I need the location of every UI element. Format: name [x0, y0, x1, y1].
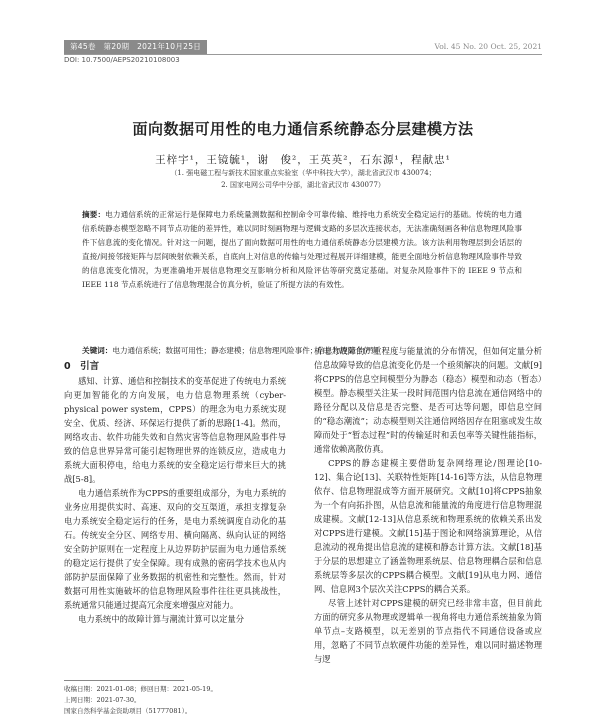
right-column [314, 344, 542, 666]
abstract-label: 摘要： [82, 210, 106, 219]
issue-en: Vol. 45 No. 20 Oct. 25, 2021 [434, 42, 542, 51]
body-paragraph: 感知、计算、通信和控制技术的变革促进了传统电力系统向更加智能化的方向发展，电力信息物理系统（cyber-physical power system，CPPS）的理念为电力系统实现安全、优质、经济、环保运行提供了新的思路[1-4]。然而，网络攻击、软件功能失效和自然灾害等信息物理风险事件导致的信息世界异常可能引起物理世界的连锁反应，造成电力系统大面积停电，给电力系统的安全稳定运行带来巨大的挑战[5-8]。 [64, 376, 286, 484]
footnote-received: 收稿日期：2021-01-08；修回日期：2021-05-19。 [64, 685, 217, 693]
affiliation-2: 2. 国家电网公司华中分部，湖北省武汉市 430077） [221, 181, 385, 189]
keywords-text: 电力通信系统；数据可用性；静态建模；信息物理风险事件；信息物理混合仿真 [112, 346, 379, 355]
affiliation-1: （1. 强电磁工程与新技术国家重点实验室（华中科技大学），湖北省武汉市 430074； [170, 169, 436, 177]
author-list: 王梓宇¹，王镜毓¹，谢 俊²，王英英²，石东源¹，程献忠¹ [155, 154, 451, 166]
body-paragraph: 电力通信系统作为CPPS的重要组成部分，为电力系统的业务应用提供实时、高速、双向的交互渠道，承担支撑复杂电力系统安全稳定运行的任务，是电力系统调度自动化的基石。传统安全分区、网络专用、横向隔离、纵向认证的网络安全防护原则在一定程度上从边界防护层面为电力通信系统的稳定运行提供了安全保障。现有成熟的密码学技术也从内部防护层面保障了业务数据的机密性和完整性。然而，针对数据可用性实施破坏的信息物理风险事件往往更具挑战性，系统通常只能通过提高冗余度来增强应对能力。 [64, 488, 286, 610]
section-heading: 0 引言 [64, 361, 100, 372]
body-paragraph: 析电力故障的严重程度与能量流的分布情况，但如何定量分析信息故障导致的信息流变化仍是一个亟须解决的问题。文献[9]将CPPS的信息空间模型分为静态（稳态）模型和动态（暂态）模型。静态模型关注某一段时间范围内信息流在通信网络中的路径分配以及信息是否完整、是否可达等问题，即信息空间的“稳态潮流”；动态模型则关注通信网络因存在阻塞或发生故障而处于“暂态过程”时的传输延时和丢包率等关键性能指标，通常依赖离散仿真。 [314, 346, 542, 454]
body-paragraph: 尽管上述针对CPPS建模的研究已经非常丰富，但目前此方面的研究多从物理或逻辑单一视角将电力通信系统抽象为简单节点–支路模型，以无差别的节点指代不同通信设备或应用，忽略了不同节点软硬件功能的差异性，难以同时描述物理与逻 [314, 598, 542, 664]
header-rule [64, 54, 542, 55]
abstract-text: 电力通信系统的正常运行是保障电力系统量测数据和控制命令可靠传输、维持电力系统安全稳定运行的基础。传统的电力通信系统静态模型忽略不同节点功能的差异性，难以同时刻画物理与逻辑支路的多层次连接状态，无法准确刻画各种信息物理风险事件下信息流的变化情况。针对这一问题，提出了面向数据可用性的电力通信系统静态分层建模方法。该方法利用物理层到会话层的直接/间接邻接矩阵与层间映射依赖关系，自底向上对信息的传输与处理过程展开详细建模，能更全面地分析信息物理风险事件导致的信息流变化情况，为更准确地开展信息物理交互影响分析和风险评估等研究奠定基础。对复杂风险事件下的 IEEE 9 节点和 IEEE 118 节点系统进行了信息物理混合仿真分析，验证了所提方法的有效性。 [82, 210, 523, 289]
footnote-online: 上网日期：2021-07-30。 [64, 696, 141, 704]
left-column [64, 360, 286, 626]
footnotes [64, 684, 294, 717]
doi-text: DOI: 10.7500/AEPS20210108003 [64, 56, 180, 64]
issue-tag: 第45卷 第20期 2021年10月25日 [64, 40, 207, 54]
footnote-rule [64, 680, 184, 681]
paper-title: 面向数据可用性的电力通信系统静态分层建模方法 [132, 120, 474, 138]
body-paragraph: CPPS的静态建模主要借助复杂网络理论/图理论[10-12]、集合论[13]、关联特性矩阵[14-16]等方法，从信息物理依存、信息物理混成等方面开展研究。文献[10]将CPPS抽象为一个有向拓扑图，从信息流和能量流的角度进行信息物理混成建模。文献[12-13]从信息系统和物理系统的依赖关系出发对CPPS进行建模。文献[15]基于图论和网络演算理论，从信息流动的视角提出信息流的建模和静态计算方法。文献[18]基于分层的思想建立了涵盖物理系统层、信息物理耦合层和信息系统层等多层次的CPPS耦合模型。文献[19]从电力网、通信网、信息网3个层次关注CPPS的耦合关系。 [314, 458, 542, 594]
keywords-label: 关键词： [82, 346, 113, 355]
journal-header [64, 38, 542, 54]
abstract [82, 208, 522, 292]
body-paragraph: 电力系统中的故障计算与潮流计算可以定量分 [78, 614, 245, 624]
footnote-funding: 国家自然科学基金资助项目（51777081）。 [64, 707, 192, 715]
